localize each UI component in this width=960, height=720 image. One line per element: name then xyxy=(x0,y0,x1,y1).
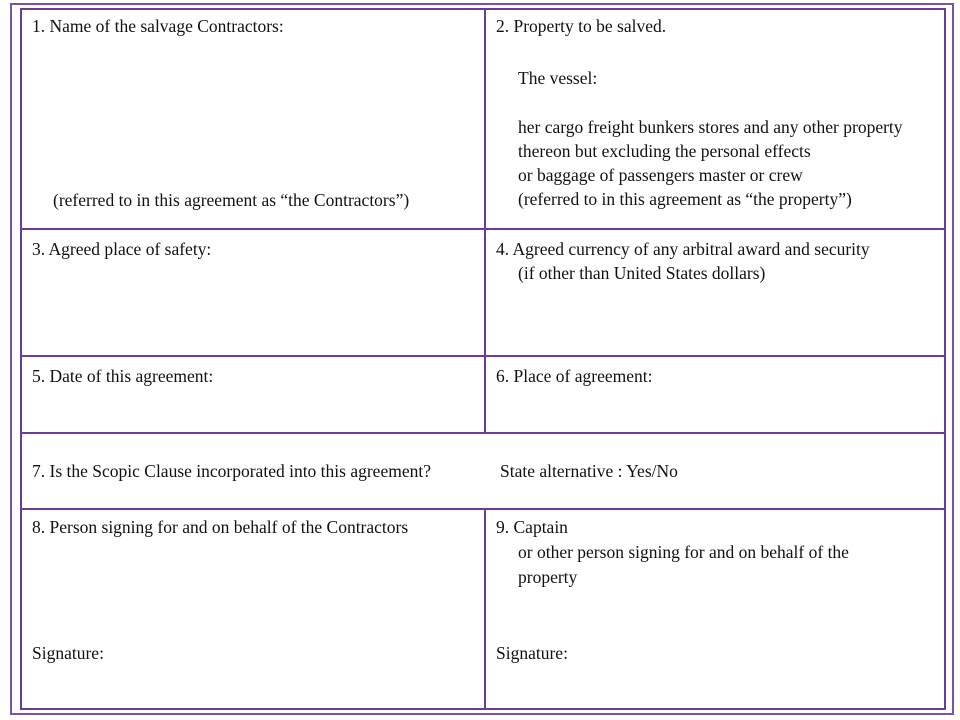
box-2-vessel: The vessel: xyxy=(518,68,598,88)
box-1-contractors xyxy=(22,10,484,228)
box-8-label: 8. Person signing for and on behalf of the Contractors xyxy=(32,517,409,537)
box-9-captain-signatory xyxy=(486,510,946,710)
box-7-scopic-clause xyxy=(22,434,946,508)
box-4-label: 4. Agreed currency of any arbitral award and security xyxy=(496,239,870,259)
box-2-line: (referred to in this agreement as “the property”) xyxy=(518,189,852,209)
box-9-label: 9. Captain xyxy=(496,517,568,537)
box-7-alternative: State alternative : Yes/No xyxy=(500,461,678,481)
box-8-signature-label: Signature: xyxy=(32,643,104,663)
box-4-currency xyxy=(486,230,946,355)
box-2-line: or baggage of passengers master or crew xyxy=(518,165,803,185)
salvage-agreement-form xyxy=(20,8,946,710)
box-9-signature-label: Signature: xyxy=(496,643,568,663)
box-5-label: 5. Date of this agreement: xyxy=(32,366,214,386)
box-1-label: 1. Name of the salvage Contractors: xyxy=(32,16,284,36)
box-2-line: thereon but excluding the personal effects xyxy=(518,141,811,161)
box-1-note: (referred to in this agreement as “the Contractors”) xyxy=(53,190,410,210)
box-2-property xyxy=(486,10,946,228)
box-6-label: 6. Place of agreement: xyxy=(496,366,653,386)
box-2-label: 2. Property to be salved. xyxy=(496,16,667,36)
box-5-date xyxy=(22,357,484,432)
box-9-line: or other person signing for and on behalf of the xyxy=(518,542,849,562)
box-3-place-of-safety xyxy=(22,230,484,355)
box-8-contractor-signatory xyxy=(22,510,484,710)
box-7-label: 7. Is the Scopic Clause incorporated into this agreement? xyxy=(32,461,431,481)
box-6-place xyxy=(486,357,946,432)
box-4-sub: (if other than United States dollars) xyxy=(518,263,766,283)
box-9-line: property xyxy=(518,567,578,587)
box-2-line: her cargo freight bunkers stores and any other property xyxy=(518,117,903,137)
box-3-label: 3. Agreed place of safety: xyxy=(32,239,212,259)
